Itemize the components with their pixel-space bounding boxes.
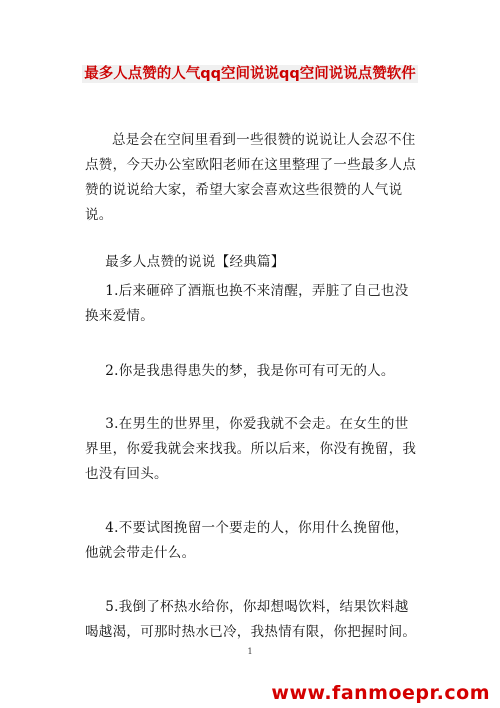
list-item: 1.后来砸碎了酒瓶也换不来清醒，弄脏了自己也没换来爱情。 [85, 283, 409, 324]
document-body [85, 128, 419, 645]
list-item: 2.你是我患得患失的梦，我是你可有可无的人。 [105, 363, 395, 379]
list-item: 4.不要试图挽留一个要走的人，你用什么挽留他，他就会带走什么。 [85, 520, 409, 561]
list-item: 3.在男生的世界里，你爱我就不会走。在女生的世界里，你爱我就会来找我。所以后来，你没有挽留，我也没有回头。 [85, 416, 417, 482]
intro-paragraph: 总是会在空间里看到一些很赞的说说让人会忍不住点赞，今天办公室欧阳老师在这里整理了一些最多人点赞的说说给大家，希望大家会喜欢这些很赞的人气说说。 [85, 132, 417, 223]
section-heading: 最多人点赞的说说【经典篇】 [105, 254, 285, 270]
page-title-text: 最多人点赞的人气qq空间说说qq空间说说点赞软件 [84, 66, 416, 82]
page-number: 1 [247, 647, 253, 656]
site-watermark: www.fanmoepr.com [271, 682, 490, 704]
page-title [0, 64, 500, 84]
list-item: 5.我倒了杯热水给你，你却想喝饮料，结果饮料越喝越渴，可那时热水已冷，我热情有限，你把握时间。 [85, 599, 417, 640]
